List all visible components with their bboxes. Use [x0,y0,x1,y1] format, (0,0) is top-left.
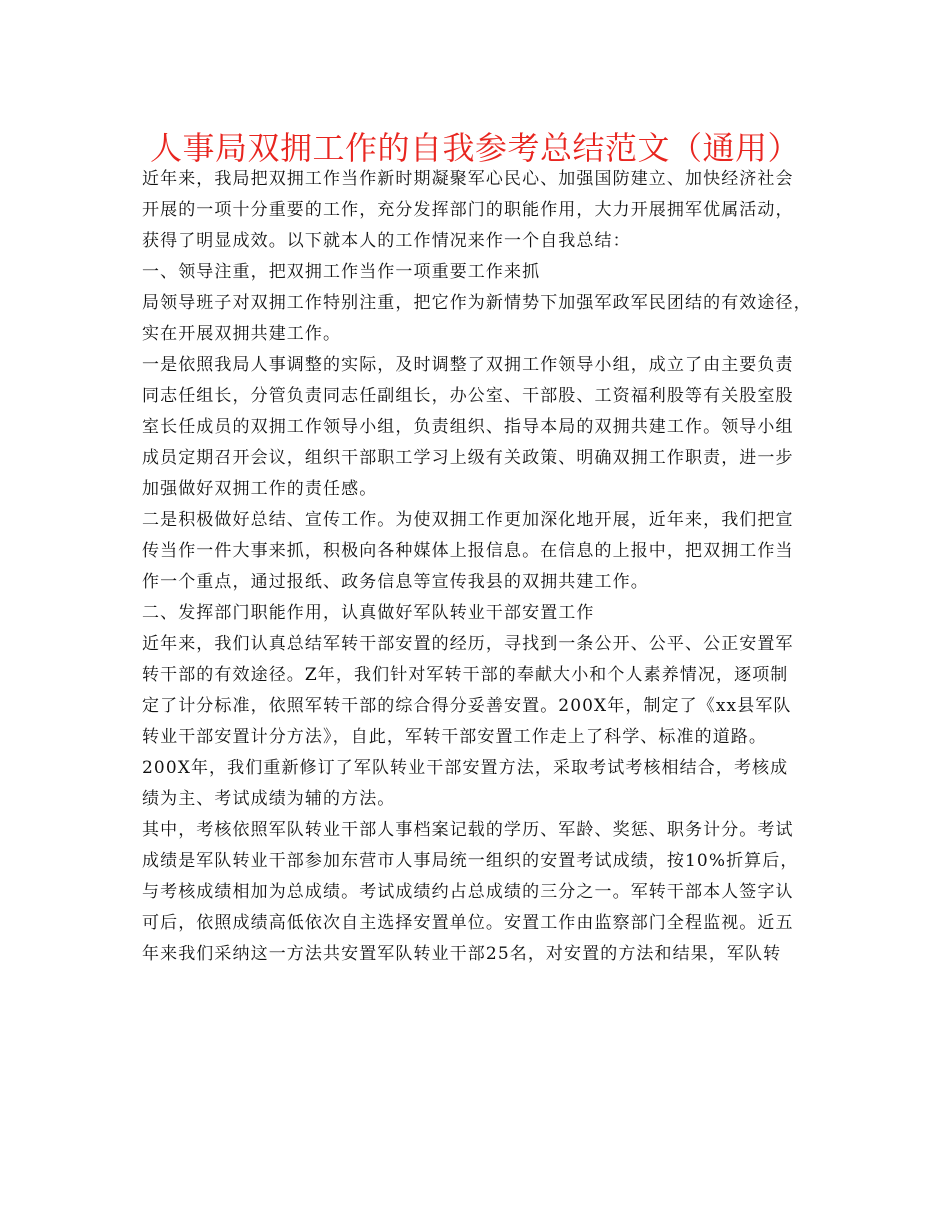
body-line: 200X年，我们重新修订了军队转业干部安置方法，采取考试考核相结合，考核成 [142,758,789,778]
body-line: 年来我们采纳这一方法共安置军队转业干部25名，对安置的方法和结果，军队转 [142,944,782,964]
body-line: 转业干部安置计分方法》，自此，军转干部安置工作走上了科学、标准的道路。 [142,727,767,747]
body-line: 一是依照我局人事调整的实际，及时调整了双拥工作领导小组，成立了由主要负责 [142,355,794,375]
body-line: 与考核成绩相加为总成绩。考试成绩约占总成绩的三分之一。军转干部本人签字认 [142,882,794,902]
body-line: 转干部的有效途径。Z年，我们针对军转干部的奉献大小和个人素养情况，逐项制 [142,665,789,685]
body-line: 可后，依照成绩高低依次自主选择安置单位。安置工作由监察部门全程监视。近五 [142,913,794,933]
section-heading: 一、领导注重，把双拥工作当作一项重要工作来抓 [142,262,541,282]
document-title: 人事局双拥工作的自我参考总结范文（通用） [149,129,800,167]
body-line: 其中，考核依照军队转业干部人事档案记载的学历、军龄、奖惩、职务计分。考试 [142,820,794,840]
body-line: 实在开展双拥共建工作。 [142,324,342,344]
body-line: 开展的一项十分重要的工作，充分发挥部门的职能作用，大力开展拥军优属活动， [142,200,794,220]
body-line: 成绩是军队转业干部参加东营市人事局统一组织的安置考试成绩，按10%折算后， [142,851,799,871]
body-line: 室长任成员的双拥工作领导小组，负责组织、指导本局的双拥共建工作。领导小组 [142,417,794,437]
body-line: 二是积极做好总结、宣传工作。为使双拥工作更加深化地开展，近年来，我们把宣 [142,510,794,530]
body-line: 加强做好双拥工作的责任感。 [142,479,378,499]
section-heading: 二、发挥部门职能作用，认真做好军队转业干部安置工作 [142,603,595,623]
body-line: 近年来，我局把双拥工作当作新时期凝聚军心民心、加强国防建立、加快经济社会 [142,169,794,189]
body-line: 定了计分标准，依照军转干部的综合得分妥善安置。200X年，制定了《xx县军队 [142,696,792,716]
body-line: 同志任组长，分管负责同志任副组长，办公室、干部股、工资福利股等有关股室股 [142,386,794,406]
body-line: 作一个重点，通过报纸、政务信息等宣传我县的双拥共建工作。 [142,572,649,592]
body-line: 传当作一件大事来抓，积极向各种媒体上报信息。在信息的上报中，把双拥工作当 [142,541,794,561]
body-line: 获得了明显成效。以下就本人的工作情况来作一个自我总结： [142,231,631,251]
document-body [142,164,832,970]
body-line: 绩为主、考试成绩为辅的方法。 [142,789,396,809]
body-line: 近年来，我们认真总结军转干部安置的经历，寻找到一条公开、公平、公正安置军 [142,634,794,654]
body-line: 成员定期召开会议，组织干部职工学习上级有关政策、明确双拥工作职责，进一步 [142,448,794,468]
body-line: 局领导班子对双拥工作特别注重，把它作为新情势下加强军政军民团结的有效途径， [142,293,812,313]
